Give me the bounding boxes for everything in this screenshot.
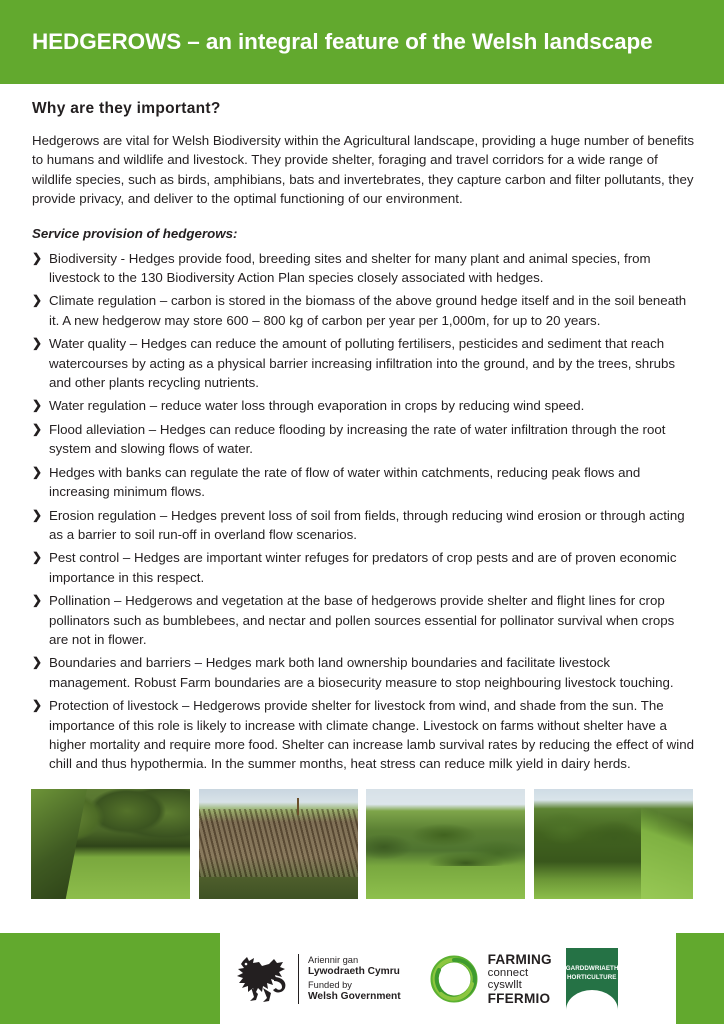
list-item-text: Boundaries and barriers – Hedges mark both land ownership boundaries and facilitate livestock management. Robust Farm boundaries are a biosecurity measure to stop neighbouring livestock touching. bbox=[49, 655, 674, 690]
logo-divider bbox=[298, 954, 299, 1004]
footer-green-bar-left bbox=[0, 933, 220, 1024]
list-item-text: Biodiversity - Hedges provide food, breeding sites and shelter for many plant and animal species, from livestock to the 130 Biodiversity Action Plan species closely associated with hedges. bbox=[49, 250, 651, 286]
fc-line3: cyswllt bbox=[487, 978, 522, 991]
list-item bbox=[32, 696, 694, 774]
chevron-right-icon: ❯ bbox=[32, 421, 43, 436]
list-item bbox=[32, 291, 694, 330]
list-item bbox=[32, 396, 694, 415]
footer bbox=[0, 933, 724, 1024]
welsh-dragon-icon bbox=[230, 953, 292, 1005]
list-item bbox=[32, 591, 694, 649]
horticulture-logo-text bbox=[566, 964, 618, 982]
footer-logo-row bbox=[220, 933, 676, 1024]
welsh-government-text bbox=[308, 954, 401, 1003]
wg-line1: Ariennir gan bbox=[308, 955, 359, 966]
farming-connect-text bbox=[488, 952, 552, 1006]
list-item-text: Protection of livestock – Hedgerows provide shelter for livestock from wind, and shade from the sun. The importance of this role is likely to increase with climate change. Livestock on farms without shelter have a higher mortality and require more food. Shelter can increase lamb survival rates by reducing the effect of wind chill and thus hypothermia. In the summer months, heat stress can reduce milk yield in dairy herds. bbox=[49, 698, 694, 772]
header-banner bbox=[0, 0, 724, 84]
list-item bbox=[32, 653, 694, 692]
photo-dense-hedgerow-margin bbox=[534, 789, 693, 899]
chevron-right-icon: ❯ bbox=[32, 593, 43, 608]
chevron-right-icon: ❯ bbox=[32, 464, 43, 479]
list-item-text: Erosion regulation – Hedges prevent loss of soil from fields, through reducing wind erosion or through acting as a barrier to soil run-off in overland flow scenarios. bbox=[49, 507, 685, 542]
list-item bbox=[32, 420, 694, 459]
chevron-right-icon: ❯ bbox=[32, 293, 43, 308]
list-item bbox=[32, 249, 694, 288]
footer-green-bar-right bbox=[676, 933, 724, 1024]
section-title: Why are they important? bbox=[32, 100, 221, 117]
farming-connect-logo bbox=[429, 952, 552, 1006]
chevron-right-icon: ❯ bbox=[32, 655, 43, 670]
list-item-text: Water regulation – reduce water loss through evaporation in crops by reducing wind speed. bbox=[49, 398, 585, 414]
list-item-text: Flood alleviation – Hedges can reduce flooding by increasing the rate of water infiltration through the root system and slowing flows of water. bbox=[49, 421, 666, 457]
photo-hedgerows-rolling-hills bbox=[366, 789, 525, 899]
horticulture-logo bbox=[566, 948, 618, 1010]
hort-line2: HORTICULTURE bbox=[566, 973, 617, 981]
list-item bbox=[32, 334, 694, 392]
wg-line4: Welsh Government bbox=[308, 990, 401, 1002]
fc-line4: FFERMIO bbox=[487, 990, 551, 1006]
list-item-text: Pest control – Hedges are important winter refuges for predators of crop pests and are of proven economic importance in this respect. bbox=[49, 550, 677, 585]
chevron-right-icon: ❯ bbox=[32, 698, 43, 713]
welsh-government-logo bbox=[230, 953, 401, 1005]
page-title-strong: HEDGEROWS bbox=[32, 29, 182, 54]
fc-line2: connect bbox=[487, 966, 529, 979]
list-item-text: Pollination – Hedgerows and vegetation at the base of hedgerows provide shelter and flight lines for crop pollinators such as bumblebees, and nectar and pollen sources essential for pollinator survival when crops are not in flower. bbox=[49, 593, 675, 647]
list-item-text: Climate regulation – carbon is stored in the biomass of the above ground hedge itself and in the soil beneath it. A new hedgerow may store 600 – 800 kg of carbon per year per 1,000m, for up to 20 years. bbox=[49, 293, 687, 328]
chevron-right-icon: ❯ bbox=[32, 550, 43, 565]
chevron-right-icon: ❯ bbox=[32, 250, 43, 265]
photo-strip bbox=[31, 789, 693, 899]
chevron-right-icon: ❯ bbox=[32, 336, 43, 351]
wg-line3: Funded by bbox=[308, 979, 352, 990]
list-item bbox=[32, 463, 694, 502]
photo-hedgerow-grass-field bbox=[31, 789, 190, 899]
page-title bbox=[32, 29, 653, 55]
list-item bbox=[32, 506, 694, 545]
wg-line2: Lywodraeth Cymru bbox=[308, 966, 400, 978]
main-content bbox=[32, 100, 694, 778]
list-item-text: Water quality – Hedges can reduce the amount of polluting fertilisers, pesticides and sediment that reach watercourses by acting as a physical barrier increasing infiltration into the ground, and by the trees, shrubs and other plants recycling nutrients. bbox=[49, 336, 676, 391]
intro-paragraph: Hedgerows are vital for Welsh Biodiversity within the Agricultural landscape, providing a huge number of benefits to humans and wildlife and livestock. They provide shelter, foraging and travel corridors for a wide range of wildlife species, such as birds, amphibians, bats and invertebrates, they capture carbon and filter pollutants, they provide privacy, and deliver to the optimal functioning of our environment. bbox=[32, 133, 694, 207]
photo-newly-laid-hedge bbox=[199, 789, 358, 899]
chevron-right-icon: ❯ bbox=[32, 507, 43, 522]
farming-connect-swirl-icon bbox=[429, 954, 479, 1004]
fc-line1: FARMING bbox=[487, 951, 552, 967]
service-provision-subheading: Service provision of hedgerows: bbox=[32, 225, 238, 241]
service-provision-list bbox=[32, 249, 694, 774]
list-item-text: Hedges with banks can regulate the rate of flow of water within catchments, reducing peak flows and increasing minimum flows. bbox=[49, 464, 641, 500]
list-item bbox=[32, 548, 694, 587]
chevron-right-icon: ❯ bbox=[32, 398, 43, 413]
hort-line1: GARDDWRIAETH bbox=[565, 964, 619, 972]
page-title-rest: – an integral feature of the Welsh landscape bbox=[181, 29, 653, 54]
